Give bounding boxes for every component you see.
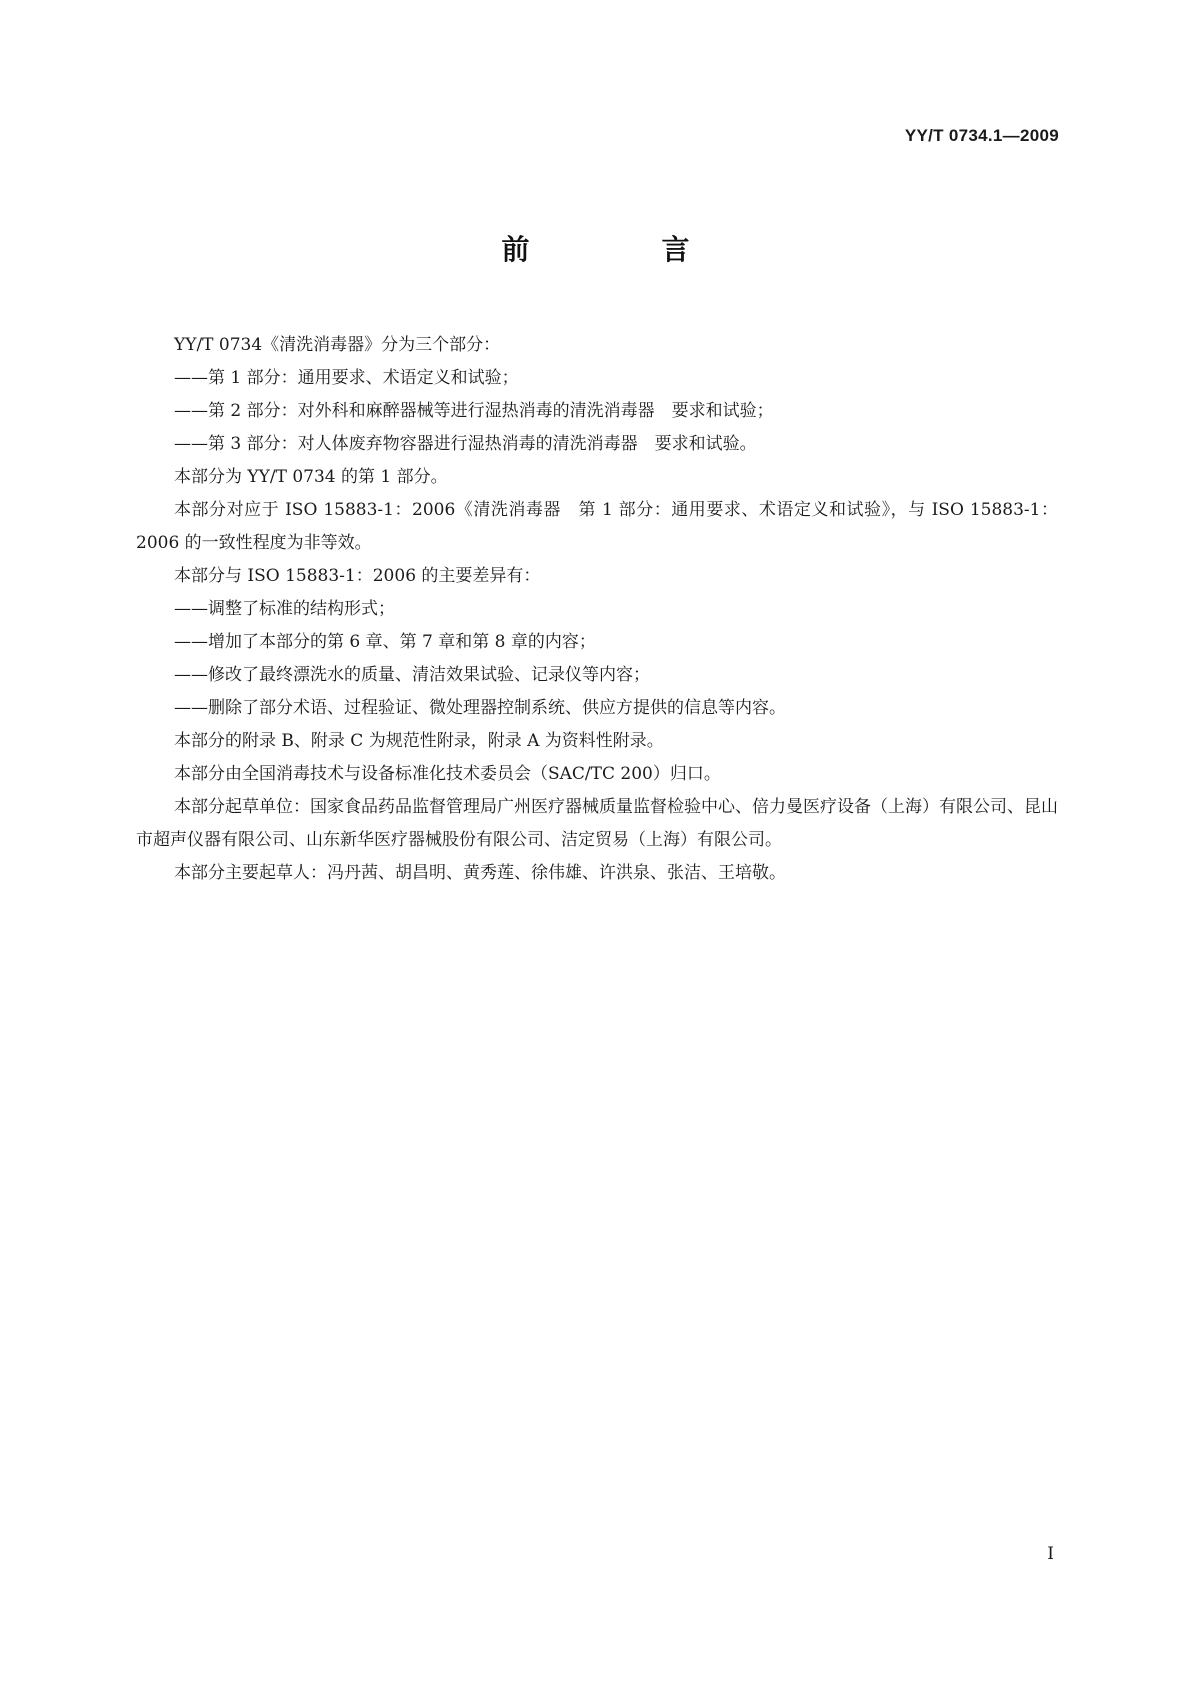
list-item-part-2: ——第 2 部分：对外科和麻醉器械等进行湿热消毒的清洗消毒器 要求和试验；: [174, 401, 774, 421]
paragraph-this-part: 本部分为 YY/T 0734 的第 1 部分。: [174, 467, 448, 487]
paragraph-drafters: 本部分主要起草人：冯丹茜、胡昌明、黄秀莲、徐伟雄、许洪泉、张洁、王培敬。: [174, 863, 786, 883]
list-item-difference-3: ——修改了最终漂洗水的质量、清洁效果试验、记录仪等内容；: [174, 665, 650, 685]
document-body: [136, 329, 1058, 890]
paragraph-committee: 本部分由全国消毒技术与设备标准化技术委员会（SAC/TC 200）归口。: [174, 764, 721, 784]
list-item-part-3: ——第 3 部分：对人体废弃物容器进行湿热消毒的清洗消毒器 要求和试验。: [174, 434, 757, 454]
list-item-difference-2: ——增加了本部分的第 6 章、第 7 章和第 8 章的内容；: [174, 632, 596, 652]
paragraph-drafting-units: 本部分起草单位：国家食品药品监督管理局广州医疗器械质量监督检验中心、倍力曼医疗设备（上海）有限公司、昆山市超声仪器有限公司、山东新华医疗器械股份有限公司、洁定贸易（上海）有限公司。: [136, 797, 1058, 850]
list-item-difference-1: ——调整了标准的结构形式；: [174, 599, 395, 619]
page-title: 前 言: [501, 233, 742, 266]
paragraph-correspondence: 本部分对应于 ISO 15883-1：2006《清洗消毒器 第 1 部分：通用要求、术语定义和试验》，与 ISO 15883-1：2006 的一致性程度为非等效。: [136, 500, 1058, 553]
list-item-part-1: ——第 1 部分：通用要求、术语定义和试验；: [174, 368, 519, 388]
paragraph-parts-intro: YY/T 0734《清洗消毒器》分为三个部分：: [174, 335, 501, 355]
page-number: I: [1047, 1544, 1054, 1564]
paragraph-annexes: 本部分的附录 B、附录 C 为规范性附录，附录 A 为资料性附录。: [174, 731, 664, 751]
paragraph-differences-intro: 本部分与 ISO 15883-1：2006 的主要差异有：: [174, 566, 541, 586]
list-item-difference-4: ——删除了部分术语、过程验证、微处理器控制系统、供应方提供的信息等内容。: [174, 698, 786, 718]
standard-code: YY/T 0734.1—2009: [904, 126, 1059, 145]
